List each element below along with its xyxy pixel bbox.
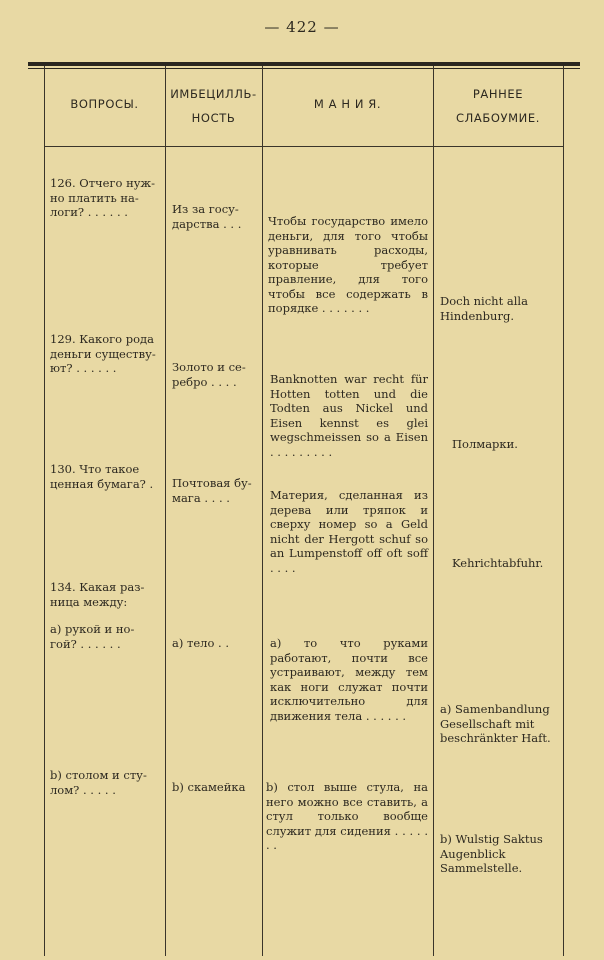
header-dementia-line1: РАННЕЕ [472, 87, 524, 101]
column-divider [165, 66, 166, 956]
question-134a: a) рукой и но- гой? . . . . . . [50, 622, 135, 651]
answer-imbecility-130: Почтовая бу- мага . . . . [172, 476, 252, 505]
page-number: — 422 — [264, 18, 340, 36]
answer-mania-126: Чтобы государство имело деньги, для того чтобы уравнивать расходы, которые требует правление, для того чтобы все содержать в порядке . . . . . . . [268, 214, 428, 315]
question-134: 134. Какая раз- ница между: [50, 580, 145, 609]
answer-dementia-126: Doch nicht alla Hindenburg. [440, 294, 528, 323]
answer-mania-134b: b) стол выше стула, на него можно все ставить, а стул только вообще служит для сидения . . . . . . . [266, 780, 428, 852]
column-divider [44, 66, 45, 956]
answer-dementia-129: Полмарки. [452, 437, 518, 451]
answer-dementia-134a: a) Samenbandlung Gesellschaft mit beschränkter Haft. [440, 702, 551, 745]
question-130: 130. Что такое ценная бумага? . [50, 462, 154, 491]
header-imbecility [165, 82, 262, 130]
answer-imbecility-134b: b) скамейка [172, 780, 246, 794]
header-dementia-line2: СЛАБОУМИЕ. [456, 111, 540, 125]
answer-imbecility-126: Из за госу- дарства . . . [172, 202, 242, 231]
header-divider [44, 146, 564, 147]
answer-mania-130: Материя, сделанная из дерева или тряпок и сверху номер so a Geld nicht der Hergott schuf so an Lumpenstoff off oft soff . . . . [270, 488, 428, 575]
answer-imbecility-129: Золото и се- ребро . . . . [172, 360, 246, 389]
answer-mania-129: Banknotten war recht für Hotten totten und die Todten aus Nickel und Eisen kennst es glei wegschmeissen so a Eisen . . . . . . . . . [270, 372, 428, 459]
answer-imbecility-134a: a) тело . . [172, 636, 230, 650]
answer-mania-134a: a) то что руками работают, почти все устраивают, между тем как ноги служат почти исключительно для движения тела . . . . . . [270, 636, 428, 723]
table-top-rule-thin [28, 68, 580, 69]
column-divider [433, 66, 434, 956]
answer-dementia-130: Kehrichtabfuhr. [452, 556, 544, 570]
question-126: 126. Отчего нуж- но платить на- логи? . . . . . . [50, 176, 155, 219]
column-divider [262, 66, 263, 956]
table-top-rule [28, 62, 580, 66]
header-imbecility-line1: ИМБЕЦИЛЛЬ- [170, 87, 257, 101]
header-mania: М А Н И Я. [313, 97, 382, 111]
header-dementia [433, 82, 563, 130]
answer-dementia-134b: b) Wulstig Saktus Augenblick Sammelstelle. [440, 832, 543, 875]
question-129: 129. Какого рода деньги существу- ют? . . . . . . [50, 332, 156, 375]
column-divider [563, 66, 564, 956]
question-134b: b) столом и сту- лом? . . . . . [50, 768, 147, 797]
header-imbecility-line2: НОСТЬ [191, 111, 236, 125]
header-questions: ВОПРОСЫ. [70, 97, 139, 111]
